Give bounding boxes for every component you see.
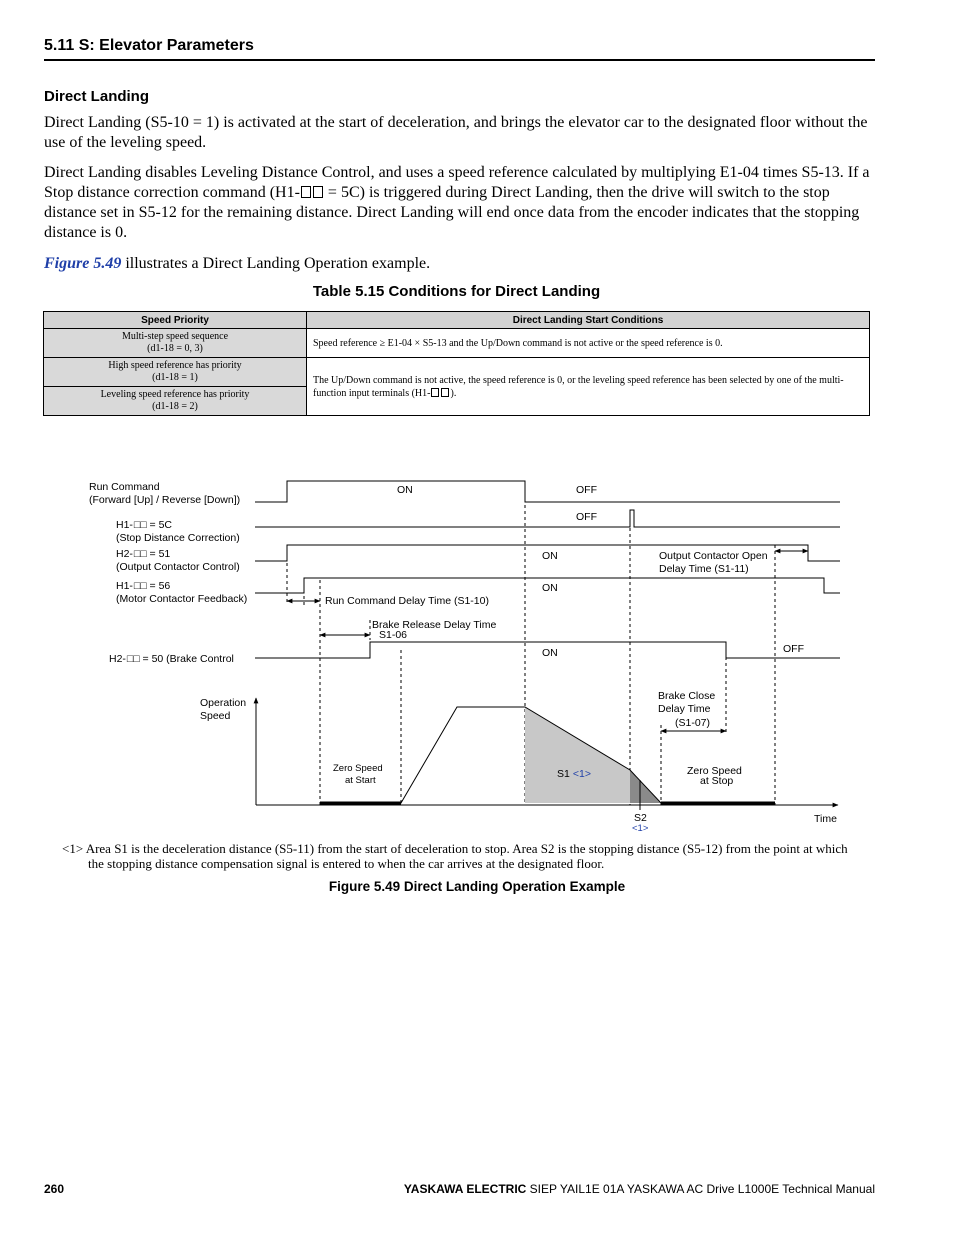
page-number: 260 xyxy=(44,1182,65,1196)
paragraph-2 xyxy=(44,163,880,243)
s2-ref-label: <1> xyxy=(632,823,649,834)
table-cell xyxy=(44,387,307,416)
run-on-label: ON xyxy=(397,484,413,496)
box-glyph xyxy=(301,186,311,198)
operation-speed-label: Operation xyxy=(200,697,247,709)
zero-speed-stop-sublabel: at Stop xyxy=(700,775,734,787)
time-axis-label: Time xyxy=(814,813,837,825)
paragraph-2-part-b: = 5C) is triggered during Direct Landing, then the drive will switch to the stop distance set in S5-12 for the remaining distance. Direct Landing will end once data from the encoder indicates that the stopping distance is 0. xyxy=(44,184,860,241)
table-cell xyxy=(44,329,307,358)
zero-speed-start-label: Zero Speed xyxy=(333,763,383,774)
run-off-label: OFF xyxy=(576,484,597,496)
brake-close-label: Brake Close xyxy=(658,690,716,702)
s1-label: S1 <1> xyxy=(557,768,591,780)
h1-56-sublabel: (Motor Contactor Feedback) xyxy=(116,593,248,605)
footnote-text: <1> Area S1 is the deceleration distance (S5-11) from the start of deceleration to stop. Area S2 is the stopping distance (S5-12) from the point at which the stopping distance compensation signal is entered to when the car arrives at the designated floor. xyxy=(62,841,848,871)
table-cell: Speed reference ≥ E1-04 × S5-13 and the Up/Down command is not active or the speed reference is 0. xyxy=(307,329,870,358)
run-command-sublabel: (Forward [Up] / Reverse [Down]) xyxy=(89,494,241,506)
brake-release-param: S1-06 xyxy=(379,629,408,641)
box-glyph xyxy=(313,186,323,198)
output-contactor-delay-param: Delay Time (S1-11) xyxy=(659,563,749,575)
figure-caption: Figure 5.49 Direct Landing Operation Example xyxy=(328,879,626,894)
subheading: Direct Landing xyxy=(44,88,150,105)
h2-50-label: H2-□□ = 50 (Brake Control xyxy=(109,653,234,665)
h2-51-sublabel: (Output Contactor Control) xyxy=(116,561,240,573)
table-header-row xyxy=(44,312,870,329)
paragraph-2-part-a: Direct Landing disables Leveling Distance Control, and uses a speed reference calculated by multiplying E1-04 times S5-13. If a Stop distance correction command (H1- xyxy=(44,164,870,201)
run-command-trace xyxy=(255,481,840,502)
table-row xyxy=(44,358,870,387)
brake-on-label: ON xyxy=(542,647,558,659)
brake-close-param: (S1-07) xyxy=(675,717,711,729)
conditions-table xyxy=(43,311,870,416)
h1-5c-label: H1-□□ = 5C xyxy=(116,519,172,531)
figure-link[interactable]: Figure 5.49 xyxy=(44,255,122,272)
h2-51-label: H2-□□ = 51 xyxy=(116,548,171,560)
cell-line: Leveling speed reference has priority xyxy=(100,389,250,400)
cell-line: Multi-step speed sequence xyxy=(121,331,229,342)
cell-line: High speed reference has priority xyxy=(108,360,242,371)
table-row xyxy=(44,329,870,358)
section-header xyxy=(44,37,875,61)
cell-line: (d1-18 = 2) xyxy=(152,401,198,412)
h1-56-label: H1-□□ = 56 xyxy=(116,580,171,592)
stop-distance-correction-trace xyxy=(255,510,840,527)
brake-release-label: Brake Release Delay Time xyxy=(372,619,497,631)
table-cell xyxy=(44,358,307,387)
footer-manual: SIEP YAIL1E 01A YASKAWA AC Drive L1000E Technical Manual xyxy=(526,1182,875,1196)
footnote xyxy=(62,841,862,871)
footer-doc-title xyxy=(404,1182,875,1196)
output-contactor-delay-label: Output Contactor Open xyxy=(659,550,768,562)
output-contactor-on-label: ON xyxy=(542,550,558,562)
box-glyph xyxy=(441,388,449,397)
h1-5c-sublabel: (Stop Distance Correction) xyxy=(116,532,240,544)
brake-close-sublabel: Delay Time xyxy=(658,703,711,715)
section-title: 5.11 S: Elevator Parameters xyxy=(44,37,254,54)
signal-traces xyxy=(255,481,840,658)
table-title: Table 5.15 Conditions for Direct Landing xyxy=(312,283,601,300)
cell-text: The Up/Down command is not active, the speed reference is 0, or the leveling speed reference has been selected by one of the multi-function input terminals (H1- xyxy=(313,374,844,399)
zero-speed-start-sublabel: at Start xyxy=(345,775,376,786)
cell-text: ). xyxy=(450,387,457,399)
paragraph-1: Direct Landing (S5-10 = 1) is activated at the start of deceleration, and brings the elevator car to the designated floor without the use of the leveling speed. xyxy=(44,114,868,151)
cell-line: (d1-18 = 1) xyxy=(152,372,198,383)
operation-speed-sublabel: Speed xyxy=(200,710,231,722)
timing-diagram xyxy=(0,460,954,840)
zero-speed-stop-label: Zero Speed xyxy=(687,765,742,777)
brake-off-label: OFF xyxy=(783,643,804,655)
paragraph-3-rest: illustrates a Direct Landing Operation example. xyxy=(121,255,431,272)
run-delay-label: Run Command Delay Time (S1-10) xyxy=(325,595,489,607)
stop-correction-off-label: OFF xyxy=(576,511,597,523)
paragraph-3 xyxy=(44,254,880,274)
motor-contactor-on-label: ON xyxy=(542,582,558,594)
footer-brand: YASKAWA ELECTRIC xyxy=(403,1182,527,1196)
table-cell xyxy=(307,358,870,416)
column-header: Direct Landing Start Conditions xyxy=(307,312,870,329)
s2-label: S2 xyxy=(634,812,647,824)
box-glyph xyxy=(431,388,439,397)
column-header: Speed Priority xyxy=(44,312,307,329)
run-command-label: Run Command xyxy=(89,481,160,493)
cell-line: (d1-18 = 0, 3) xyxy=(147,343,203,354)
